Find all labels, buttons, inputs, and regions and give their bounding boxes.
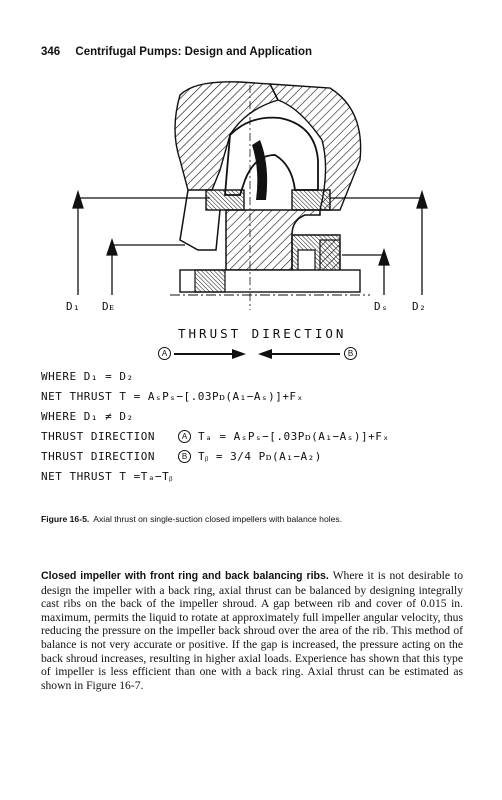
marker-b-inline: B [178, 450, 191, 463]
equation-thrust-dir-a-label: THRUST DIRECTION [41, 430, 155, 443]
dim-label-d1: D₁ [66, 300, 81, 313]
page-number: 346 [41, 46, 61, 58]
marker-a-inline: A [178, 430, 191, 443]
caption-text: Axial thrust on single-suction closed impellers with balance holes. [93, 514, 343, 524]
marker-b-circle: B [344, 347, 357, 360]
shaft-nut [195, 270, 225, 292]
equation-thrust-a: Tₐ = AₛPₛ−[.03Pᴅ(A₁−Aₛ)]+Fₓ [198, 430, 390, 443]
thrust-direction-label: THRUST DIRECTION [178, 326, 347, 341]
impeller-thrust-figure [30, 70, 475, 510]
thrust-direction-arrows [158, 346, 358, 362]
balance-hole [298, 250, 315, 270]
impeller-shroud [225, 118, 318, 195]
equation-where-equal: WHERE D₁ = D₂ [41, 370, 134, 383]
front-wear-ring [206, 190, 244, 210]
dim-label-d2: D₂ [412, 300, 427, 313]
running-title: Centrifugal Pumps: Design and Application [75, 46, 313, 58]
figure-caption [41, 514, 342, 524]
equation-net-thrust-difference: NET THRUST T =Tₐ−Tᵦ [41, 470, 173, 483]
impeller-cross-section-drawing [30, 70, 475, 510]
page-header [41, 46, 312, 58]
paragraph-text: Where it is not desirable to design the impeller with a back ring, axial thrust can be balanced by designing integrally cast ribs on the back of the impeller shroud. A gap between rib and cover of 0.015 in. maximum, permits the liquid to rotate at approximately full impeller angular velocity, thus reducing the pressure on the impeller back shroud over the area of the rib. This method of balance is not very accurate or positive. If the gap is increased, the pressure acting on the back shroud increases, resulting in higher axial loads. Experience has shown that this type of impeller is less efficient than one with a back ring. Axial thrust can be estimated as shown in Figure 16-7. [41, 569, 463, 692]
paragraph-run-in-heading: Closed impeller with front ring and back balancing ribs. [41, 570, 329, 582]
dim-label-de: Dᴇ [102, 300, 115, 313]
dim-label-ds: Dₛ [374, 300, 389, 313]
caption-label: Figure 16-5. [41, 514, 90, 524]
equation-net-thrust: NET THRUST T = AₛPₛ−[.03Pᴅ(A₁−Aₛ)]+Fₓ [41, 390, 304, 403]
marker-a-circle: A [158, 347, 171, 360]
back-wear-ring [292, 190, 330, 210]
body-paragraph [41, 569, 463, 692]
equation-thrust-dir-b-label: THRUST DIRECTION [41, 450, 155, 463]
equation-thrust-b: Tᵦ = 3/4 Pᴅ(A₁−A₂) [198, 450, 322, 463]
equation-where-unequal: WHERE D₁ ≠ D₂ [41, 410, 134, 423]
arrows-icon [158, 346, 358, 362]
